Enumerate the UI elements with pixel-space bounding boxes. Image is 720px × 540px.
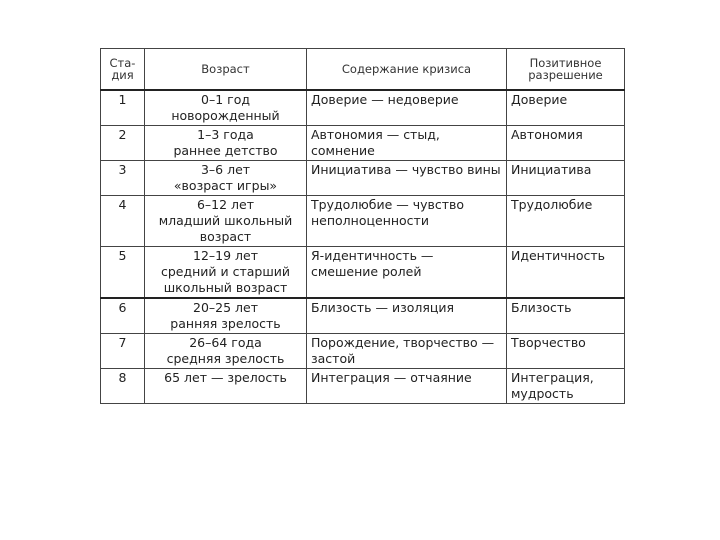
stage-number: 6 bbox=[101, 298, 145, 334]
age-cell bbox=[145, 161, 307, 196]
age-cell bbox=[145, 298, 307, 334]
age-line: 1–3 года bbox=[197, 127, 254, 142]
positive-resolution: Близость bbox=[507, 298, 625, 334]
age-line: 20–25 лет bbox=[193, 300, 258, 315]
age-line: 3–6 лет bbox=[200, 162, 251, 177]
table-row bbox=[101, 196, 625, 247]
header-age: Возраст bbox=[145, 49, 307, 91]
crisis-content: Близость — изоляция bbox=[307, 298, 507, 334]
header-crisis: Содержание кризиса bbox=[307, 49, 507, 91]
table-row bbox=[101, 90, 625, 126]
age-line: 6–12 лет bbox=[196, 197, 255, 212]
table-row bbox=[101, 298, 625, 334]
stage-number: 3 bbox=[101, 161, 145, 196]
age-cell bbox=[145, 369, 307, 404]
stage-number: 7 bbox=[101, 334, 145, 369]
crisis-content: Трудолюбие — чувство неполноценности bbox=[307, 196, 507, 247]
stage-number: 5 bbox=[101, 247, 145, 299]
age-cell bbox=[145, 90, 307, 126]
header-resolution-line2: разрешение bbox=[528, 68, 603, 82]
table-row bbox=[101, 126, 625, 161]
positive-resolution: Инициатива bbox=[507, 161, 625, 196]
stages-table bbox=[100, 48, 625, 404]
stage-number: 4 bbox=[101, 196, 145, 247]
age-line: ранняя зрелость bbox=[170, 316, 281, 331]
age-line: «возраст игры» bbox=[173, 178, 278, 193]
table-row bbox=[101, 247, 625, 299]
header-resolution bbox=[507, 49, 625, 91]
age-line: средняя зрелость bbox=[166, 351, 285, 366]
age-cell bbox=[145, 334, 307, 369]
crisis-content: Доверие — недоверие bbox=[307, 90, 507, 126]
header-row bbox=[101, 49, 625, 91]
positive-resolution: Трудолюбие bbox=[507, 196, 625, 247]
header-resolution-line1: Позитивное bbox=[529, 56, 602, 70]
table-row bbox=[101, 369, 625, 404]
header-stage-line2: дия bbox=[111, 68, 134, 82]
crisis-content: Порождение, творчество — застой bbox=[307, 334, 507, 369]
age-line: 65 лет — зрелость bbox=[164, 370, 287, 385]
positive-resolution: Интеграция, мудрость bbox=[507, 369, 625, 404]
crisis-content: Инициатива — чувство вины bbox=[307, 161, 507, 196]
age-line: раннее детство bbox=[173, 143, 278, 158]
crisis-content: Я-идентичность — смешение ролей bbox=[307, 247, 507, 299]
age-line: школьный возраст bbox=[163, 280, 288, 295]
positive-resolution: Идентичность bbox=[507, 247, 625, 299]
age-cell bbox=[145, 196, 307, 247]
positive-resolution: Автономия bbox=[507, 126, 625, 161]
age-line: 0–1 год bbox=[201, 92, 250, 107]
positive-resolution: Доверие bbox=[507, 90, 625, 126]
stage-number: 2 bbox=[101, 126, 145, 161]
table-row bbox=[101, 334, 625, 369]
age-cell bbox=[145, 126, 307, 161]
age-line: 12–19 лет bbox=[193, 248, 258, 263]
crisis-content: Автономия — стыд, сомнение bbox=[307, 126, 507, 161]
stage-number: 1 bbox=[101, 90, 145, 126]
age-cell bbox=[145, 247, 307, 299]
crisis-content: Интеграция — отчаяние bbox=[307, 369, 507, 404]
positive-resolution: Творчество bbox=[507, 334, 625, 369]
stage-number: 8 bbox=[101, 369, 145, 404]
age-line: 26–64 года bbox=[189, 335, 262, 350]
table-body bbox=[101, 90, 625, 404]
header-stage bbox=[101, 49, 145, 91]
age-line: младший школьный bbox=[158, 213, 293, 228]
header-stage-line1: Ста- bbox=[109, 56, 136, 70]
age-line: возраст bbox=[199, 229, 252, 244]
age-line: новорожденный bbox=[171, 108, 280, 123]
table-row bbox=[101, 161, 625, 196]
age-line: средний и старший bbox=[160, 264, 291, 279]
